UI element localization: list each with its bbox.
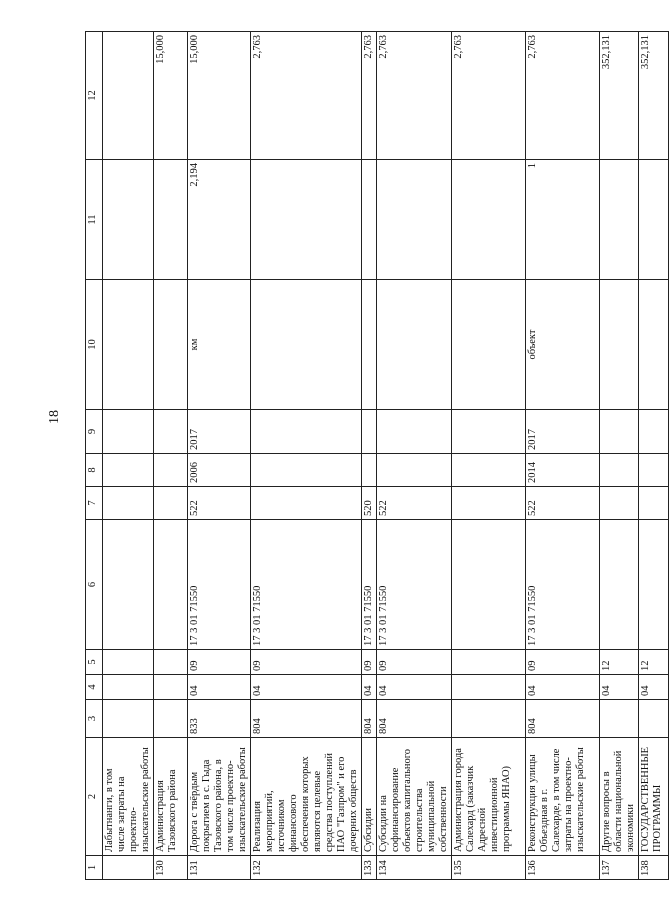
- header-cell: 1: [86, 856, 103, 880]
- table-row: [188, 32, 251, 880]
- table-cell: [154, 487, 188, 520]
- table-cell: [251, 280, 362, 410]
- table-cell: [639, 520, 669, 650]
- table-cell: [154, 700, 188, 738]
- table-cell: Субсидии на софинансирование объектов капитального строительства муниципальной собственности: [377, 738, 452, 856]
- table-cell: 12: [639, 650, 669, 675]
- table-cell: 09: [526, 650, 600, 675]
- table-cell: 131: [188, 856, 251, 880]
- table-cell: [154, 675, 188, 700]
- header-cell: 12: [86, 32, 103, 160]
- table-cell: [103, 32, 154, 160]
- table-cell: 134: [377, 856, 452, 880]
- table-cell: 15,000: [188, 32, 251, 160]
- table-cell: [154, 410, 188, 454]
- table-cell: 130: [154, 856, 188, 880]
- table-cell: [452, 675, 526, 700]
- table-cell: Другие вопросы в области национальной экономики: [600, 738, 639, 856]
- table-row: [639, 32, 669, 880]
- table-cell: 2017: [188, 410, 251, 454]
- table-cell: [600, 160, 639, 280]
- table-cell: 04: [188, 675, 251, 700]
- table-cell: 2006: [188, 454, 251, 487]
- table-cell: [452, 520, 526, 650]
- table-cell: [251, 487, 362, 520]
- header-cell: 7: [86, 487, 103, 520]
- table-cell: 04: [251, 675, 362, 700]
- table-cell: [154, 160, 188, 280]
- table-cell: [251, 160, 362, 280]
- table-cell: 135: [452, 856, 526, 880]
- header-cell: 3: [86, 700, 103, 738]
- header-cell: 6: [86, 520, 103, 650]
- table-cell: [154, 280, 188, 410]
- table-cell: 804: [377, 700, 452, 738]
- table-cell: [103, 280, 154, 410]
- table-cell: 352,131: [600, 32, 639, 160]
- table-cell: Реализация мероприятий, источником финансового обеспечения которых являются целевые средства поступлений ПАО "Газпром" и его дочерних обществ: [251, 738, 362, 856]
- table-row: [377, 32, 452, 880]
- table-cell: 17 3 01 71550: [377, 520, 452, 650]
- table-cell: [639, 487, 669, 520]
- table-cell: 833: [188, 700, 251, 738]
- table-cell: [452, 410, 526, 454]
- table-cell: 138: [639, 856, 669, 880]
- table-cell: 17 3 01 71550: [188, 520, 251, 650]
- table-cell: [377, 410, 452, 454]
- table-cell: Лабытнанги, в том числе затраты на проектно-изыскательские работы: [103, 738, 154, 856]
- table-cell: 17 3 01 71550: [526, 520, 600, 650]
- table-cell: 2,194: [188, 160, 251, 280]
- table-cell: 12: [600, 650, 639, 675]
- table-cell: [362, 280, 377, 410]
- header-cell: 10: [86, 280, 103, 410]
- table-cell: [362, 410, 377, 454]
- table-cell: 17 3 01 71550: [362, 520, 377, 650]
- table-cell: [362, 454, 377, 487]
- table-cell: [600, 520, 639, 650]
- table-cell: [452, 650, 526, 675]
- table-cell: 2,763: [526, 32, 600, 160]
- table-cell: Администрация Тазовского района: [154, 738, 188, 856]
- table-cell: [600, 454, 639, 487]
- table-cell: [154, 520, 188, 650]
- table-cell: [103, 410, 154, 454]
- table-cell: 04: [377, 675, 452, 700]
- table-cell: [639, 454, 669, 487]
- header-cell: 5: [86, 650, 103, 675]
- table-cell: [251, 454, 362, 487]
- table-cell: [639, 410, 669, 454]
- table-cell: 2,763: [251, 32, 362, 160]
- table-cell: [600, 487, 639, 520]
- table-cell: 804: [251, 700, 362, 738]
- table-cell: 09: [188, 650, 251, 675]
- table-cell: 352,131: [639, 32, 669, 160]
- table-cell: [639, 280, 669, 410]
- table-cell: 522: [188, 487, 251, 520]
- table-cell: 133: [362, 856, 377, 880]
- table-cell: Дорога с твёрдым покрытием в с. Гыда Тазовского района, в том числе проектно-изыскательские работы: [188, 738, 251, 856]
- table-row: [600, 32, 639, 880]
- table-cell: 09: [251, 650, 362, 675]
- table-cell: объект: [526, 280, 600, 410]
- table-cell: [600, 700, 639, 738]
- header-cell: 11: [86, 160, 103, 280]
- table-cell: км: [188, 280, 251, 410]
- table-cell: [452, 487, 526, 520]
- table-row: [526, 32, 600, 880]
- table-row: [452, 32, 526, 880]
- table-cell: 804: [526, 700, 600, 738]
- table-row: [103, 32, 154, 880]
- header-cell: 4: [86, 675, 103, 700]
- table-cell: [103, 856, 154, 880]
- table-row: [154, 32, 188, 880]
- table-cell: [377, 280, 452, 410]
- table-cell: [103, 520, 154, 650]
- table-cell: [452, 700, 526, 738]
- table-cell: 04: [526, 675, 600, 700]
- table-cell: [154, 650, 188, 675]
- table-cell: [103, 650, 154, 675]
- table-cell: [103, 700, 154, 738]
- table-cell: [103, 675, 154, 700]
- table-row: [251, 32, 362, 880]
- table-cell: 804: [362, 700, 377, 738]
- table-cell: [362, 160, 377, 280]
- table-body: [86, 32, 669, 880]
- table-cell: 132: [251, 856, 362, 880]
- table-cell: 09: [362, 650, 377, 675]
- table-cell: 09: [377, 650, 452, 675]
- header-cell: 9: [86, 410, 103, 454]
- table-cell: 520: [362, 487, 377, 520]
- header-cell: 2: [86, 738, 103, 856]
- table-cell: [600, 280, 639, 410]
- table-cell: 137: [600, 856, 639, 880]
- table-cell: [154, 454, 188, 487]
- table-cell: 1: [526, 160, 600, 280]
- table-cell: 15,000: [154, 32, 188, 160]
- table-cell: 17 3 01 71550: [251, 520, 362, 650]
- table-cell: 2014: [526, 454, 600, 487]
- budget-table: [85, 31, 669, 880]
- table-cell: [251, 410, 362, 454]
- table-cell: [600, 410, 639, 454]
- header-row: [86, 32, 103, 880]
- table-cell: [377, 454, 452, 487]
- table-cell: [103, 160, 154, 280]
- table-cell: Реконструкция улицы Объездная в г. Салехарде, в том числе затраты на проектно-изыскательские работы: [526, 738, 600, 856]
- table-cell: [639, 700, 669, 738]
- table-cell: [452, 454, 526, 487]
- table-cell: 522: [526, 487, 600, 520]
- table-cell: [103, 487, 154, 520]
- table-cell: [452, 280, 526, 410]
- page-number: 18: [47, 410, 62, 424]
- table-cell: 04: [639, 675, 669, 700]
- header-cell: 8: [86, 454, 103, 487]
- table-cell: 2,763: [377, 32, 452, 160]
- table-cell: Администрация города Салехард (заказчик Адресной инвестиционной программы ЯНАО): [452, 738, 526, 856]
- table-cell: 2,763: [362, 32, 377, 160]
- table-cell: ГОСУДАРСТВЕННЫЕ ПРОГРАММЫ: [639, 738, 669, 856]
- table-cell: 136: [526, 856, 600, 880]
- table-row: [362, 32, 377, 880]
- table-cell: [377, 160, 452, 280]
- table-cell: 522: [377, 487, 452, 520]
- table-cell: Субсидии: [362, 738, 377, 856]
- table-cell: 2,763: [452, 32, 526, 160]
- table-cell: 04: [600, 675, 639, 700]
- table-cell: [452, 160, 526, 280]
- table-cell: 2017: [526, 410, 600, 454]
- table-cell: 04: [362, 675, 377, 700]
- table-cell: [103, 454, 154, 487]
- table-cell: [639, 160, 669, 280]
